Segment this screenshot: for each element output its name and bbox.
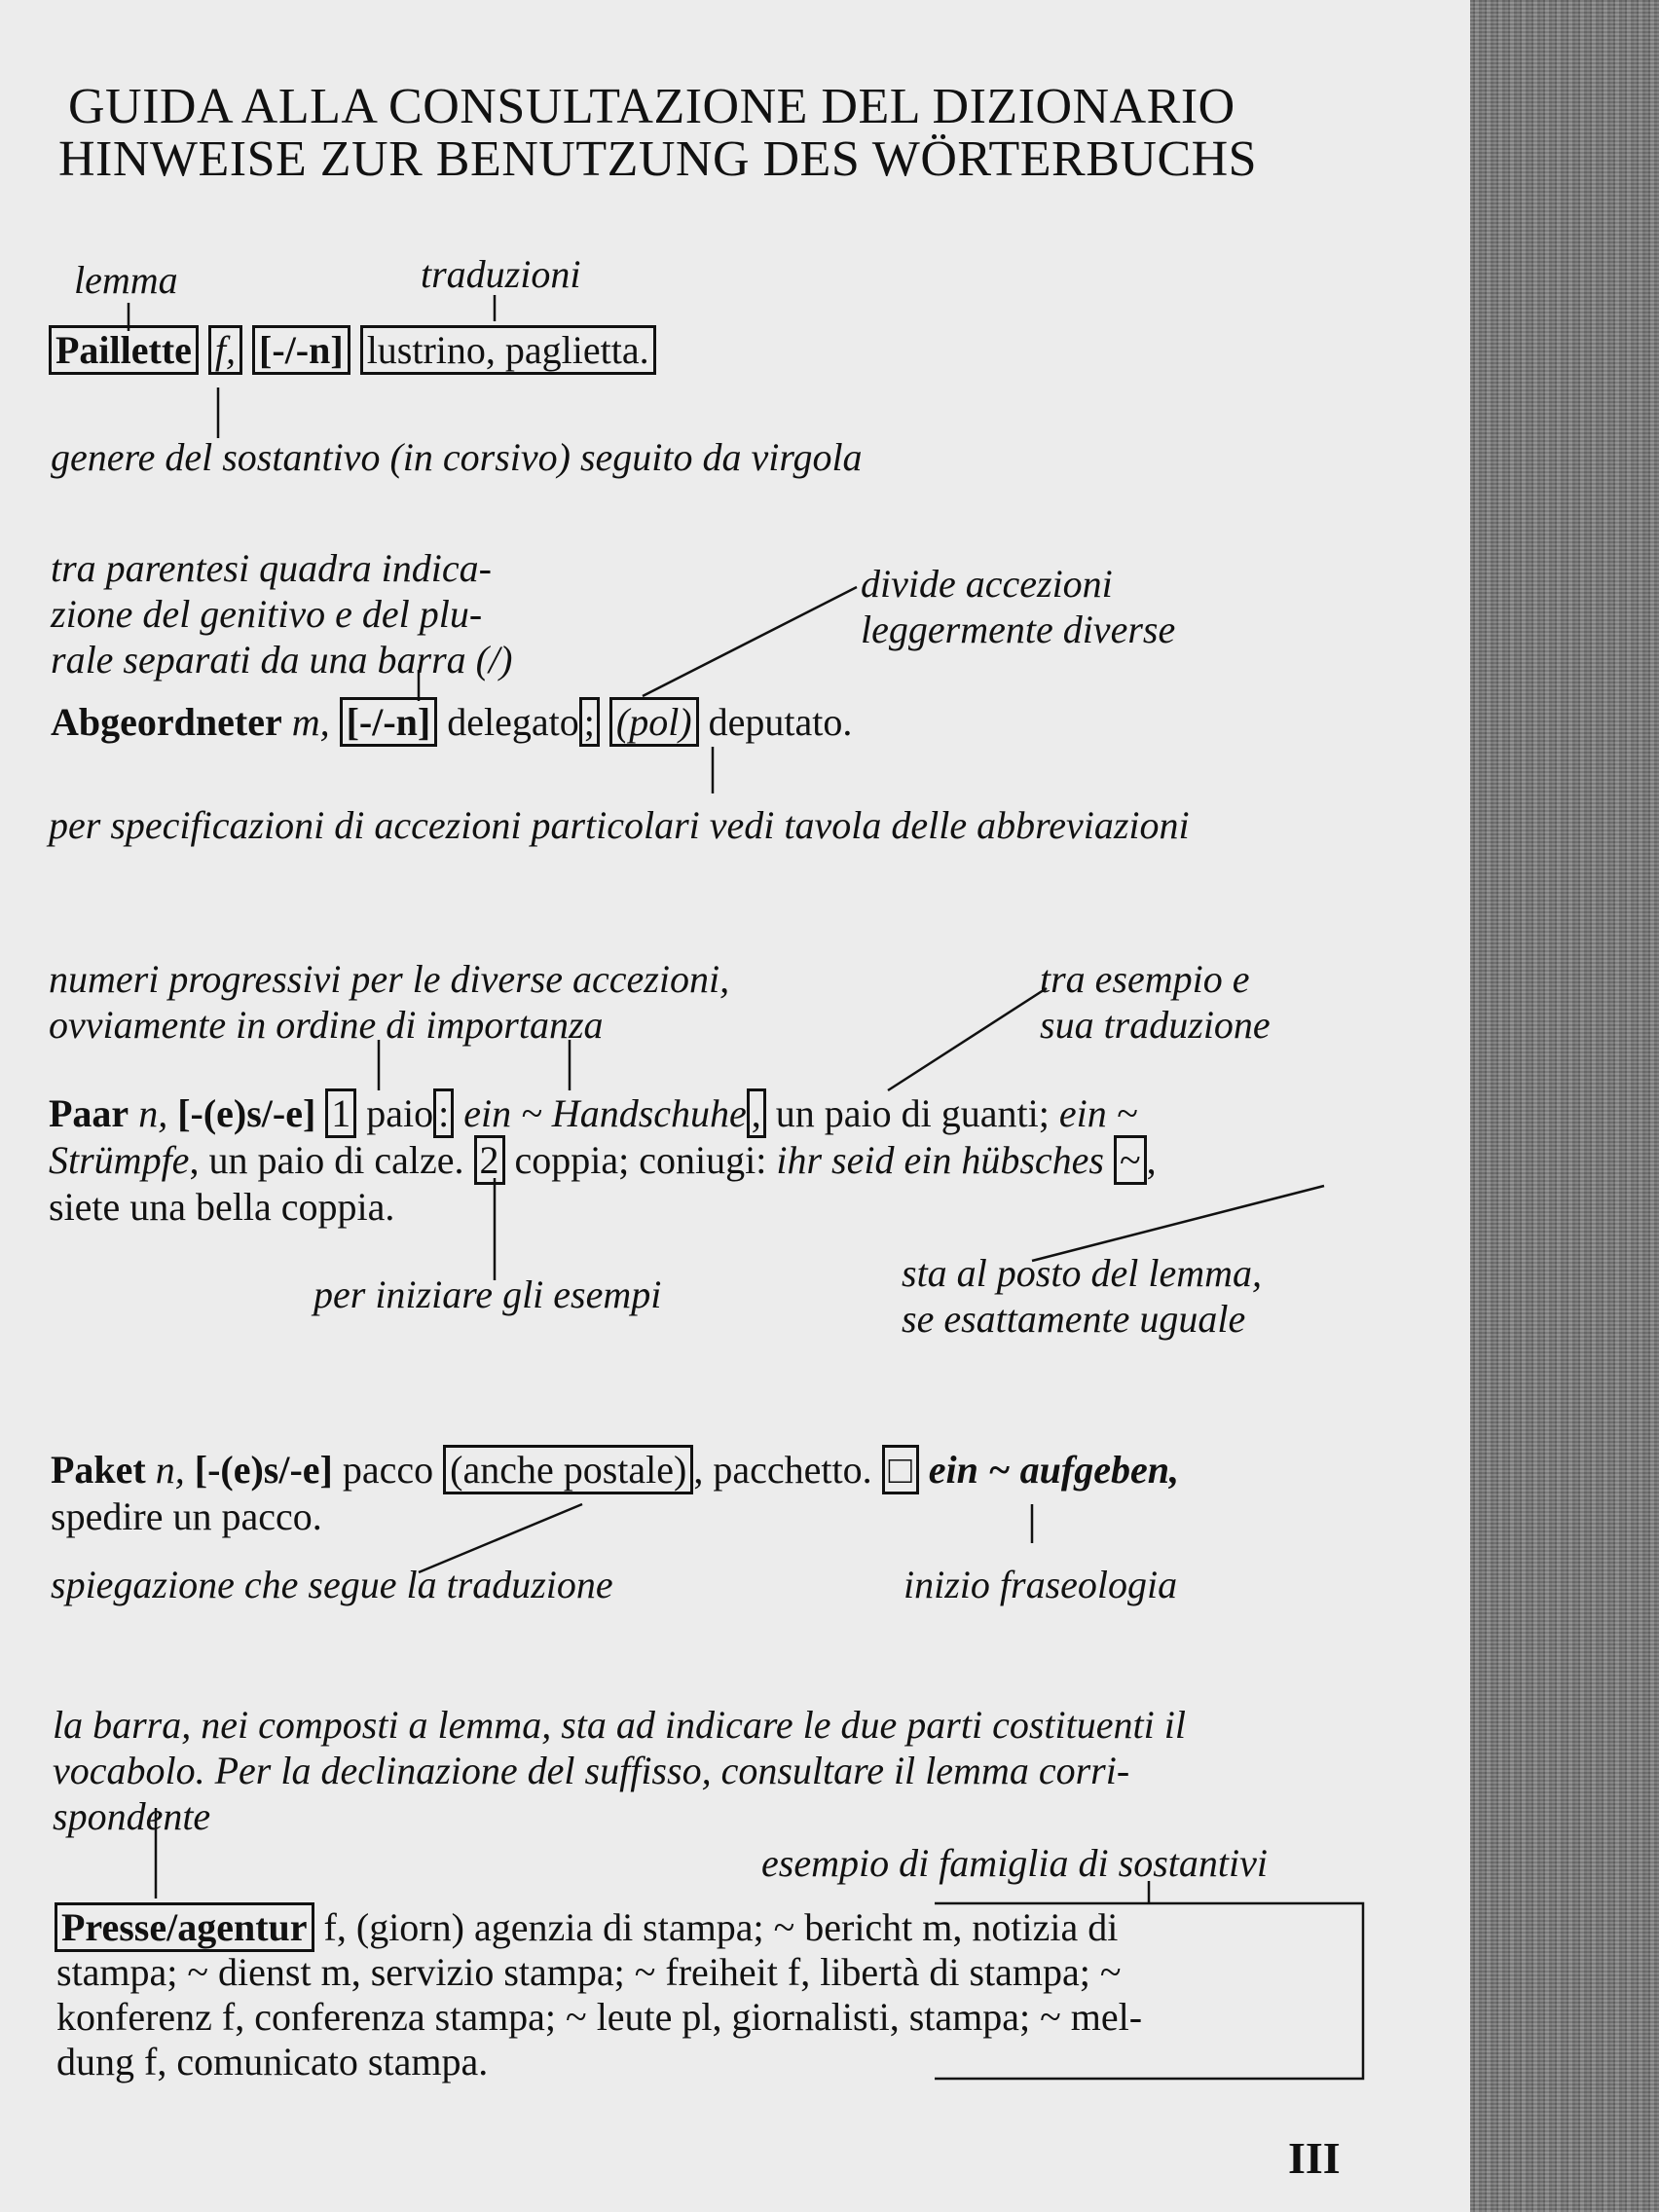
headword-paket: Paket	[51, 1448, 146, 1492]
explanation-box: (anche postale)	[443, 1445, 693, 1494]
sense1-abgeordneter: delegato	[447, 700, 579, 744]
entry-presse-line2: stampa; ~ dienst m, servizio stampa; ~ freiheit f, libertà di stampa; ~	[56, 1950, 1122, 1994]
label-lemma: lemma	[74, 258, 178, 302]
label-traduzioni: traduzioni	[421, 252, 581, 296]
genitive-plural-paillette: [-/-n]	[252, 325, 350, 375]
entry-abgeordneter	[51, 700, 853, 744]
comma-marker: ,	[747, 1088, 766, 1138]
note-field: per specificazioni di accezioni particolari vedi tavola delle abbreviazioni	[49, 803, 1190, 847]
phrase-marker-box: □	[882, 1445, 919, 1494]
tilde-marker: ~	[1114, 1135, 1147, 1185]
sense-number-2: 2	[474, 1135, 505, 1185]
title-german: HINWEISE ZUR BENUTZUNG DES WÖRTERBUCHS	[58, 131, 1258, 187]
note-explanation: spiegazione che segue la traduzione	[51, 1563, 613, 1606]
entry-paar-line2: Strümpfe, un paio di calze. 2 coppia; coniugi: ihr seid ein hübsches ~ ,	[49, 1141, 1157, 1180]
semicolon-separator: ;	[579, 697, 600, 747]
headword-abgeordneter: Abgeordneter	[51, 700, 282, 744]
entry-paar-line1: Paar n, [-(e)s/-e] 1 paio : ein ~ Handschuhe , un paio di guanti; ein ~	[49, 1094, 1137, 1133]
note-brackets: tra parentesi quadra indica- zione del genitivo e del plu- rale separati da una barra (/)	[51, 546, 513, 682]
genitive-plural-abgeordneter: [-/-n]	[340, 697, 438, 747]
sense-number-1: 1	[325, 1088, 356, 1138]
entry-paillette	[49, 328, 656, 372]
note-compounds: la barra, nei composti a lemma, sta ad indicare le due parti costituenti il vocabolo. Per la declinazione del suffisso, consultare il lemma corri- spondente	[53, 1703, 1186, 1838]
entry-presse-line4: dung f, comunicato stampa.	[56, 2040, 489, 2083]
gender-paillette: f,	[208, 325, 242, 375]
note-gender: genere del sostantivo (in corsivo) seguito da virgola	[51, 435, 863, 479]
note-phrase: inizio fraseologia	[903, 1563, 1178, 1606]
headword-presse: Presse/agentur	[55, 1902, 314, 1952]
colon-marker: :	[433, 1088, 454, 1138]
note-family: esempio di famiglia di sostantivi	[761, 1841, 1268, 1885]
entry-paar-line3: siete una bella coppia.	[49, 1185, 395, 1229]
note-example-separator: tra esempio e sua traduzione	[1040, 957, 1271, 1047]
gender-abgeordneter: m,	[291, 700, 330, 744]
title-italian: GUIDA ALLA CONSULTAZIONE DEL DIZIONARIO	[68, 79, 1235, 134]
field-label: (pol)	[609, 697, 699, 747]
note-tilde: sta al posto del lemma, se esattamente uguale	[902, 1251, 1262, 1341]
note-colon: per iniziare gli esempi	[313, 1272, 662, 1316]
entry-paket-line1: Paket n, [-(e)s/-e] pacco (anche postale) , pacchetto. □ ein ~ aufgeben,	[51, 1451, 1179, 1490]
entry-presse-line3: konferenz f, conferenza stampa; ~ leute pl, giornalisti, stampa; ~ mel-	[56, 1995, 1143, 2039]
headword-paillette: Paillette	[49, 325, 199, 375]
entry-paket-line2: spedire un pacco.	[51, 1494, 322, 1538]
book-page-edge	[1470, 0, 1659, 2212]
note-semicolon: divide accezioni leggermente diverse	[861, 562, 1176, 651]
translation-paillette: lustrino, paglietta.	[360, 325, 656, 375]
sense2-abgeordneter: deputato.	[708, 700, 853, 744]
page-number: III	[1288, 2133, 1341, 2183]
entry-presse-line1: Presse/agentur f, (giorn) agenzia di stampa; ~ bericht m, notizia di	[55, 1908, 1118, 1947]
note-numbers: numeri progressivi per le diverse accezioni, ovviamente in ordine di importanza	[49, 957, 730, 1047]
headword-paar: Paar	[49, 1091, 129, 1135]
